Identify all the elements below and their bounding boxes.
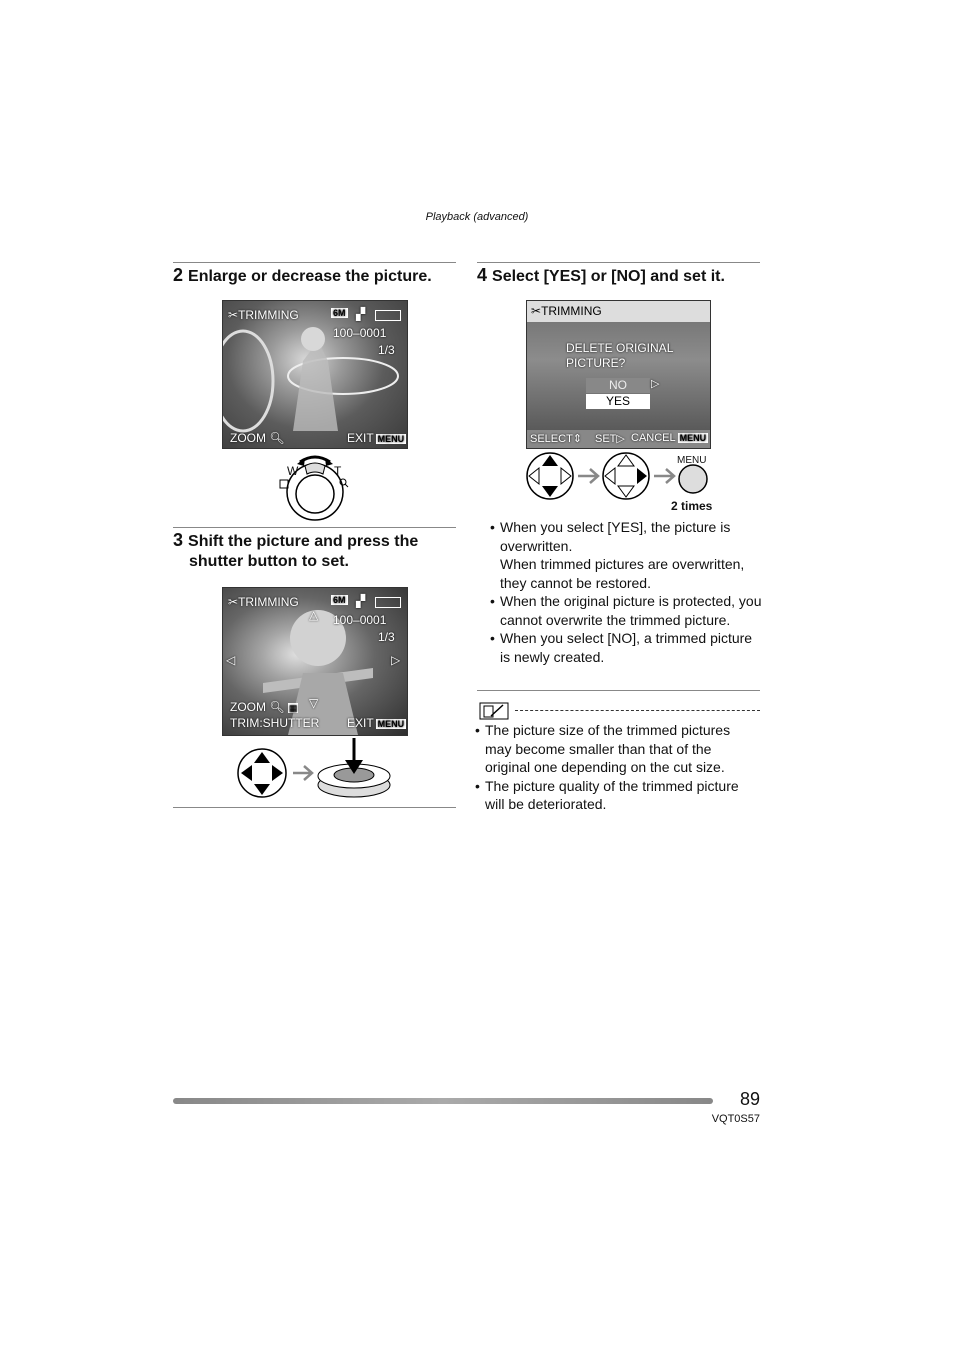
wide-label: W [287, 464, 299, 478]
hoop-illustration [223, 301, 407, 448]
step-4-title [477, 265, 767, 287]
step-4-notes [490, 518, 762, 666]
note-icon [479, 702, 509, 720]
picture-count: 1/3 [378, 630, 395, 644]
step-number: 3 [173, 530, 184, 550]
quality-icon: ▞ [356, 594, 366, 608]
footer-bar [173, 1098, 713, 1104]
magnifier-icon: 🔍︎ [269, 431, 285, 445]
screen-title-bar [527, 301, 710, 322]
exit-label: EXIT [347, 431, 374, 445]
right-arrow-icon: ▷ [616, 433, 625, 445]
camera-screen-delete [526, 300, 711, 449]
exit-label: EXIT [347, 716, 374, 730]
down-arrow-icon: ▽ [309, 696, 319, 710]
multi-playback-icon: ▦ [288, 703, 298, 713]
menu-badge: MENU [679, 433, 707, 443]
left-arrow-icon: ◁ [226, 653, 236, 667]
battery-icon [375, 310, 401, 321]
scissors-icon: ✂ [228, 308, 239, 322]
quality-icon: ▞ [356, 307, 366, 321]
divider [173, 527, 456, 528]
option-yes[interactable]: YES [586, 394, 650, 409]
divider [173, 807, 456, 808]
right-arrow-icon: ▷ [391, 653, 401, 667]
menu-badge: MENU [377, 719, 405, 729]
zoom-label: ZOOM [230, 700, 266, 714]
dashed-separator [515, 710, 760, 711]
camera-screen-enlarge [222, 300, 408, 449]
zoom-lever-diagram [275, 450, 355, 522]
menu-badge: MENU [377, 434, 405, 444]
list-item: • The picture quality of the trimmed picture will be deteriorated. [475, 777, 760, 814]
picture-size-icon: 6M [333, 595, 346, 605]
picture-size-icon: 6M [333, 308, 346, 318]
photo-dim-background [527, 301, 710, 448]
trim-shutter-label: TRIM:SHUTTER [230, 716, 320, 730]
battery-icon [375, 597, 401, 608]
step-text: Enlarge or decrease the picture. [188, 268, 432, 285]
file-number: 100–0001 [333, 613, 387, 627]
magnifier-icon: 🔍︎ [269, 700, 285, 714]
up-arrow-icon: △ [309, 608, 319, 622]
section-header: Playback (advanced) [425, 211, 529, 223]
set-label: SET [595, 433, 617, 445]
list-item: • The picture size of the trimmed pictures may become smaller than that of the original one depending on the cut size. [475, 721, 760, 777]
menu-button-label: MENU [677, 455, 707, 466]
divider [477, 262, 760, 263]
cancel-label: CANCEL [631, 432, 676, 444]
list-item: • When you select [NO], a trimmed picture is newly created. [490, 629, 762, 666]
list-item: • When the original picture is protected, you cannot overwrite the trimmed picture. [490, 592, 762, 629]
up-down-icon: ⇕ [572, 433, 583, 445]
delete-question: DELETE ORIGINAL [566, 341, 674, 355]
zoom-label: ZOOM [230, 431, 266, 445]
step-text: Select [YES] or [NO] and set it. [492, 268, 725, 285]
step-text: shutter button to set. [189, 553, 349, 570]
step-3-title [173, 530, 463, 572]
right-arrow-icon: ▷ [651, 378, 660, 390]
mode-label: TRIMMING [541, 304, 602, 318]
tele-label: T [334, 464, 342, 478]
cursor-shutter-diagram [236, 738, 396, 800]
page-number: 89 [739, 1089, 760, 1109]
scissors-icon: ✂ [531, 304, 542, 318]
list-item: • When you select [YES], the picture is overwritten. When trimmed pictures are overwritten, they cannot be restored. [490, 518, 762, 592]
divider [477, 690, 760, 691]
notes-list [475, 721, 760, 814]
step-2-title [173, 265, 463, 287]
select-label: SELECT [530, 433, 573, 445]
step-text: Shift the picture and press the [188, 533, 419, 550]
press-count: 2 times [671, 499, 713, 513]
mode-label: TRIMMING [238, 308, 299, 322]
picture-count: 1/3 [378, 343, 395, 357]
mode-label: TRIMMING [238, 595, 299, 609]
scissors-icon: ✂ [228, 595, 239, 609]
step-number: 4 [477, 265, 488, 285]
option-no[interactable]: NO [586, 378, 650, 393]
file-number: 100–0001 [333, 326, 387, 340]
delete-question: PICTURE? [566, 356, 626, 370]
model-code: VQT0S57 [711, 1113, 760, 1125]
divider [173, 262, 456, 263]
camera-screen-shift [222, 587, 408, 736]
step-number: 2 [173, 265, 184, 285]
